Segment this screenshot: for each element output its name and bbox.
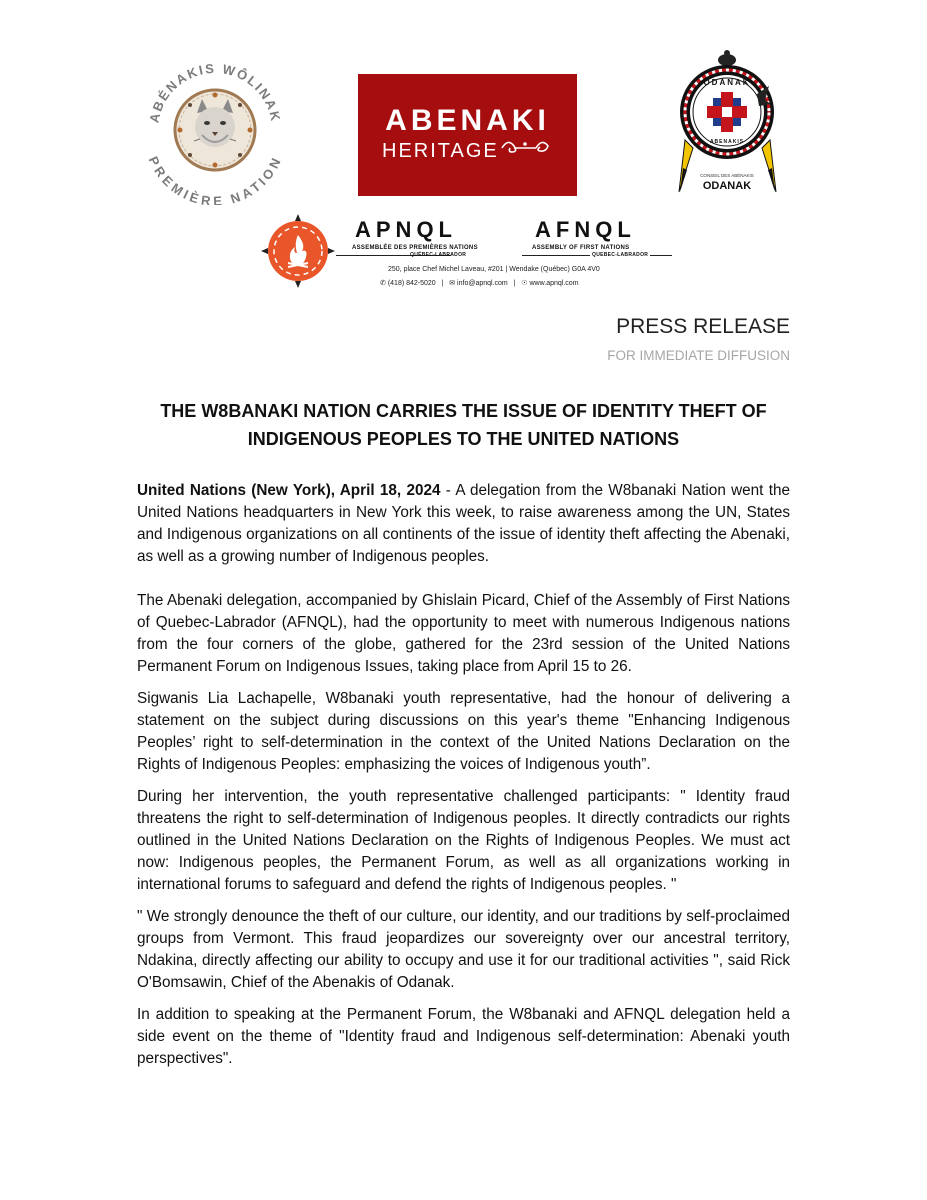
paragraph-4: During her intervention, the youth representative challenged participants: " Identity fraud threatens the right to self-determination of Indigenous peoples. It directly contradicts our rights outlined in the United Nations Declaration on the Rights of Indigenous Peoples. We must act now: Indigenous peoples, the Permanent Forum, as well as all organizations working in international forums to safeguard and defend the rights of Indigenous peoples. " — [137, 788, 790, 893]
odanak-arc-top: ODANAK — [703, 78, 751, 87]
wolinak-logo — [140, 55, 290, 205]
paragraph-3: Sigwanis Lia Lachapelle, W8banaki youth representative, had the honour of delivering a statement on the subject during discussions on this year's theme "Enhancing Indigenous Peoples’ right to self-determination in the context of the United Nations Declaration on the Rights of Indigenous Peoples: emphasizing the voices of Indigenous youth”. — [137, 690, 790, 773]
apnql-letterhead — [260, 213, 670, 293]
separator: | — [437, 280, 448, 287]
fire-medicine-wheel-icon — [260, 213, 336, 289]
apnql-sub: ASSEMBLÉE DES PREMIÈRES NATIONS — [352, 245, 478, 251]
apnql-website[interactable]: www.apnql.com — [529, 280, 579, 287]
afnql-title: AFNQL — [535, 217, 636, 242]
headline-line1: THE W8BANAKI NATION CARRIES THE ISSUE OF IDENTITY THEFT OF — [160, 401, 767, 421]
turtle-feather-emblem-icon — [675, 50, 780, 200]
apnql-title: APNQL — [355, 217, 457, 242]
wolinak-arc-top: ABÉNAKIS WÔLINAK — [146, 60, 284, 125]
apnql-phone: (418) 842-5020 — [387, 280, 436, 287]
afnql-sub: ASSEMBLY OF FIRST NATIONS — [532, 245, 630, 251]
article-body — [137, 480, 790, 1080]
headline-line2: INDIGENOUS PEOPLES TO THE UNITED NATIONS — [247, 429, 680, 449]
globe-icon: ☉ — [521, 280, 528, 287]
afnql-region: QUEBEC-LABRADOR — [592, 252, 649, 258]
heritage-line1: ABENAKI — [385, 104, 550, 137]
email-icon: ✉ — [449, 280, 456, 287]
paragraph-2: The Abenaki delegation, accompanied by Ghislain Picard, Chief of the Assembly of First Nations of Quebec-Labrador (AFNQL), had the opportunity to meet with numerous Indigenous nations from the four corners of the globe, gathered for the 23rd session of the United Nations Permanent Forum on Indigenous Issues, taking place from April 15 to 26. — [137, 592, 790, 675]
press-release-subtitle: FOR IMMEDIATE DIFFUSION — [607, 348, 790, 363]
apnql-phone-row — [380, 279, 579, 287]
phone-icon: ✆ — [380, 280, 386, 287]
wolinak-arc-bottom: PREMIÈRE NATION — [145, 154, 285, 205]
press-release-title: PRESS RELEASE — [616, 315, 790, 338]
separator: | — [509, 280, 520, 287]
dateline: United Nations (New York), April 18, 2024 — [137, 482, 441, 499]
swirl-ornament-icon — [500, 136, 550, 158]
lynx-dreamcatcher-emblem-icon — [140, 55, 290, 205]
paragraph-1-text: - A delegation from the W8banaki Nation went the United Nations headquarters in New York this week, to raise awareness among the UN, States and Indigenous organizations on all continents of the issue of identity theft affecting the Abenaki, as well as a growing number of Indigenous peoples. — [137, 482, 790, 565]
abenaki-heritage-logo — [358, 74, 577, 196]
apnql-email[interactable]: info@apnql.com — [457, 280, 508, 287]
odanak-caption-big: ODANAK — [702, 180, 752, 192]
odanak-logo — [675, 50, 780, 200]
paragraph-6: In addition to speaking at the Permanent Forum, the W8banaki and AFNQL delegation held a side event on the theme of "Identity fraud and Indigenous self-determination: Abenaki youth perspectives". — [137, 1006, 790, 1067]
paragraph-1 — [137, 480, 790, 568]
odanak-caption-small: CONSEIL DES ABÉNAKIS — [700, 173, 754, 178]
headline — [130, 397, 797, 453]
heritage-line2: HERITAGE — [382, 140, 499, 162]
apnql-address: 250, place Chef Michel Laveau, #201 | Wendake (Québec) G0A 4V0 — [388, 266, 600, 273]
paragraph-5: " We strongly denounce the theft of our culture, our identity, and our traditions by self-proclaimed groups from Vermont. This fraud jeopardizes our sovereignty over our ancestral territory, Ndakina, directly affecting our ability to occupy and use it for our traditional activities ", said Rick O'Bomsawin, Chief of the Abenakis of Odanak. — [137, 908, 790, 991]
apnql-region: QUÉBEC-LABRADOR — [410, 252, 467, 258]
odanak-inner-bottom: ABENAKIS — [709, 139, 745, 145]
